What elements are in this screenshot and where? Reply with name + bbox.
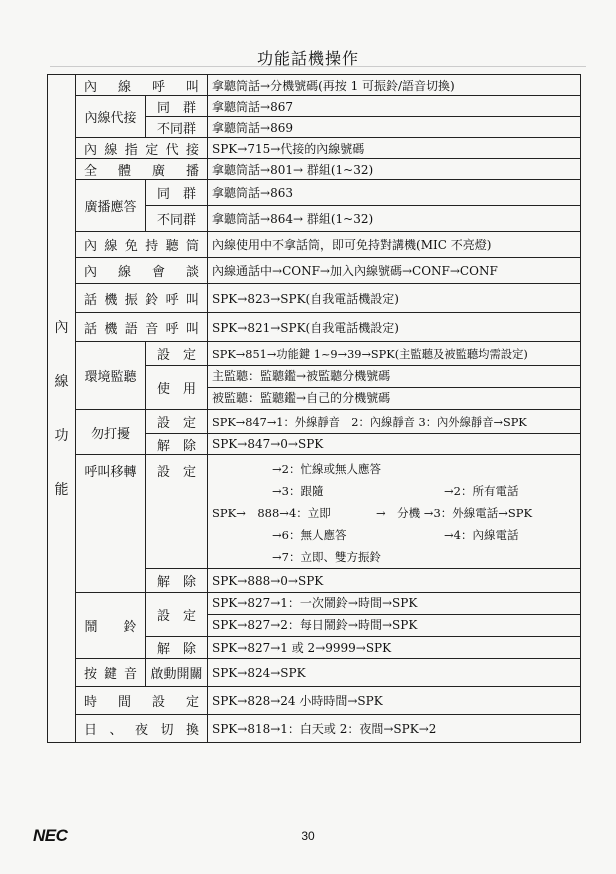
table-row [48,455,581,569]
page-title: 功能話機操作 [256,49,359,68]
row-label: 內線指定代接 [76,138,208,159]
row-label: 全 體 廣 播 [76,159,208,180]
row-desc: SPK→824→SPK [208,659,581,687]
sub-label: 同 群 [146,96,208,117]
table-row [48,75,581,96]
row-desc: SPK→715→代接的內線號碼 [208,138,581,159]
page-number: 30 [301,829,315,843]
row-desc: SPK→847→0→SPK [208,434,581,455]
row-desc: 拿聽筒話→863 [208,180,581,206]
row-desc: 拿聽筒話→864→ 群組(1~32) [208,206,581,232]
group-label: 勿打擾 [76,410,146,455]
sub-label: 設 定 [146,342,208,366]
section-char: 能 [54,481,69,498]
sub-label: 不同群 [146,117,208,138]
table-row [48,342,581,366]
row-desc: 內線使用中不拿話筒，即可免持對講機(MIC 不亮燈) [208,232,581,258]
forward-line: →6：無人應答 [272,527,347,542]
table-row [48,715,581,743]
row-label: 內 線 會 談 [76,258,208,284]
sub-label: 使 用 [146,366,208,410]
sub-label: 設 定 [146,593,208,637]
row-label: 話機語音呼叫 [76,313,208,342]
sub-label: 同 群 [146,180,208,206]
group-label: 內線代接 [76,96,146,138]
section-char: 內 [54,319,69,336]
forward-line: →2：所有電話 [444,483,519,498]
sub-label: 不同群 [146,206,208,232]
brand-logo: NEC [33,826,68,845]
row-desc: SPK→827→2：每日鬧鈴→時間→SPK [212,618,418,632]
row-desc: SPK→818→1：白天或 2：夜間→SPK→2 [208,715,581,743]
sub-label: 解 除 [146,434,208,455]
sub-label: 解 除 [146,569,208,593]
row-desc: SPK→847→1：外線靜音 2：內線靜音 3：內外線靜音→SPK [208,410,581,434]
forward-line: → 分機 →3：外線電話→SPK [376,505,533,520]
section-char: 功 [54,427,69,444]
row-desc: SPK→851→功能鍵 1~9→39→SPK(主監聽及被監聽均需設定) [208,342,581,366]
function-table [47,74,581,743]
sub-label: 啟動開關 [146,659,208,687]
forward-line: SPK→ 888→4：立即 [212,505,331,520]
table-row [48,258,581,284]
row-desc: 拿聽筒話→801→ 群組(1~32) [208,159,581,180]
row-desc-pair [208,366,581,410]
group-label: 環境監聽 [76,342,146,410]
row-desc: SPK→827→1：一次鬧鈴→時間→SPK [208,593,580,615]
section-label [48,75,76,743]
forward-block [208,455,581,569]
table-row [48,313,581,342]
sub-label: 設 定 [146,410,208,434]
row-desc: 拿聽筒話→867 [208,96,581,117]
row-label: 內 線 呼 叫 [76,75,208,96]
section-char: 線 [54,373,69,390]
row-label: 日、夜切換 [76,715,208,743]
row-label: 時 間 設 定 [76,687,208,715]
row-desc-pair [208,593,581,637]
sub-label: 設 定 [146,455,208,569]
row-desc: 被監聽：監聽鑑→自己的分機號碼 [212,391,391,405]
group-label: 鬧 鈴 [76,593,146,659]
table-row [48,159,581,180]
group-label: 廣播應答 [76,180,146,232]
row-desc: 拿聽筒話→869 [208,117,581,138]
row-desc: SPK→888→0→SPK [208,569,581,593]
forward-line: →3：跟隨 [272,483,324,498]
sub-label: 解 除 [146,637,208,659]
table-row [48,284,581,313]
row-label: 內線免持聽筒 [76,232,208,258]
row-desc: SPK→823→SPK(自我電話機設定) [208,284,581,313]
table-row [48,410,581,434]
table-row [48,96,581,117]
table-row [48,593,581,637]
row-desc: 內線通話中→CONF→加入內線號碼→CONF→CONF [208,258,581,284]
row-desc: SPK→821→SPK(自我電話機設定) [208,313,581,342]
row-desc: 拿聽筒話→分機號碼(再按 1 可振鈴/語音切換) [208,75,581,96]
forward-line: →7：立即、雙方振鈴 [272,549,381,564]
row-label: 話機振鈴呼叫 [76,284,208,313]
table-row [48,232,581,258]
row-desc: SPK→828→24 小時時間→SPK [208,687,581,715]
row-desc: 主監聽：監聽鑑→被監聽分機號碼 [208,366,580,388]
title-rule [50,66,586,67]
table-row [48,180,581,206]
table-row [48,659,581,687]
group-label: 呼叫移轉 [76,455,146,593]
table-row [48,687,581,715]
row-desc: SPK→827→1 或 2→9999→SPK [208,637,581,659]
table-row [48,138,581,159]
forward-line: →2：忙線或無人應答 [272,461,381,476]
group-label: 按鍵音 [76,659,146,687]
forward-line: →4：內線電話 [444,527,519,542]
